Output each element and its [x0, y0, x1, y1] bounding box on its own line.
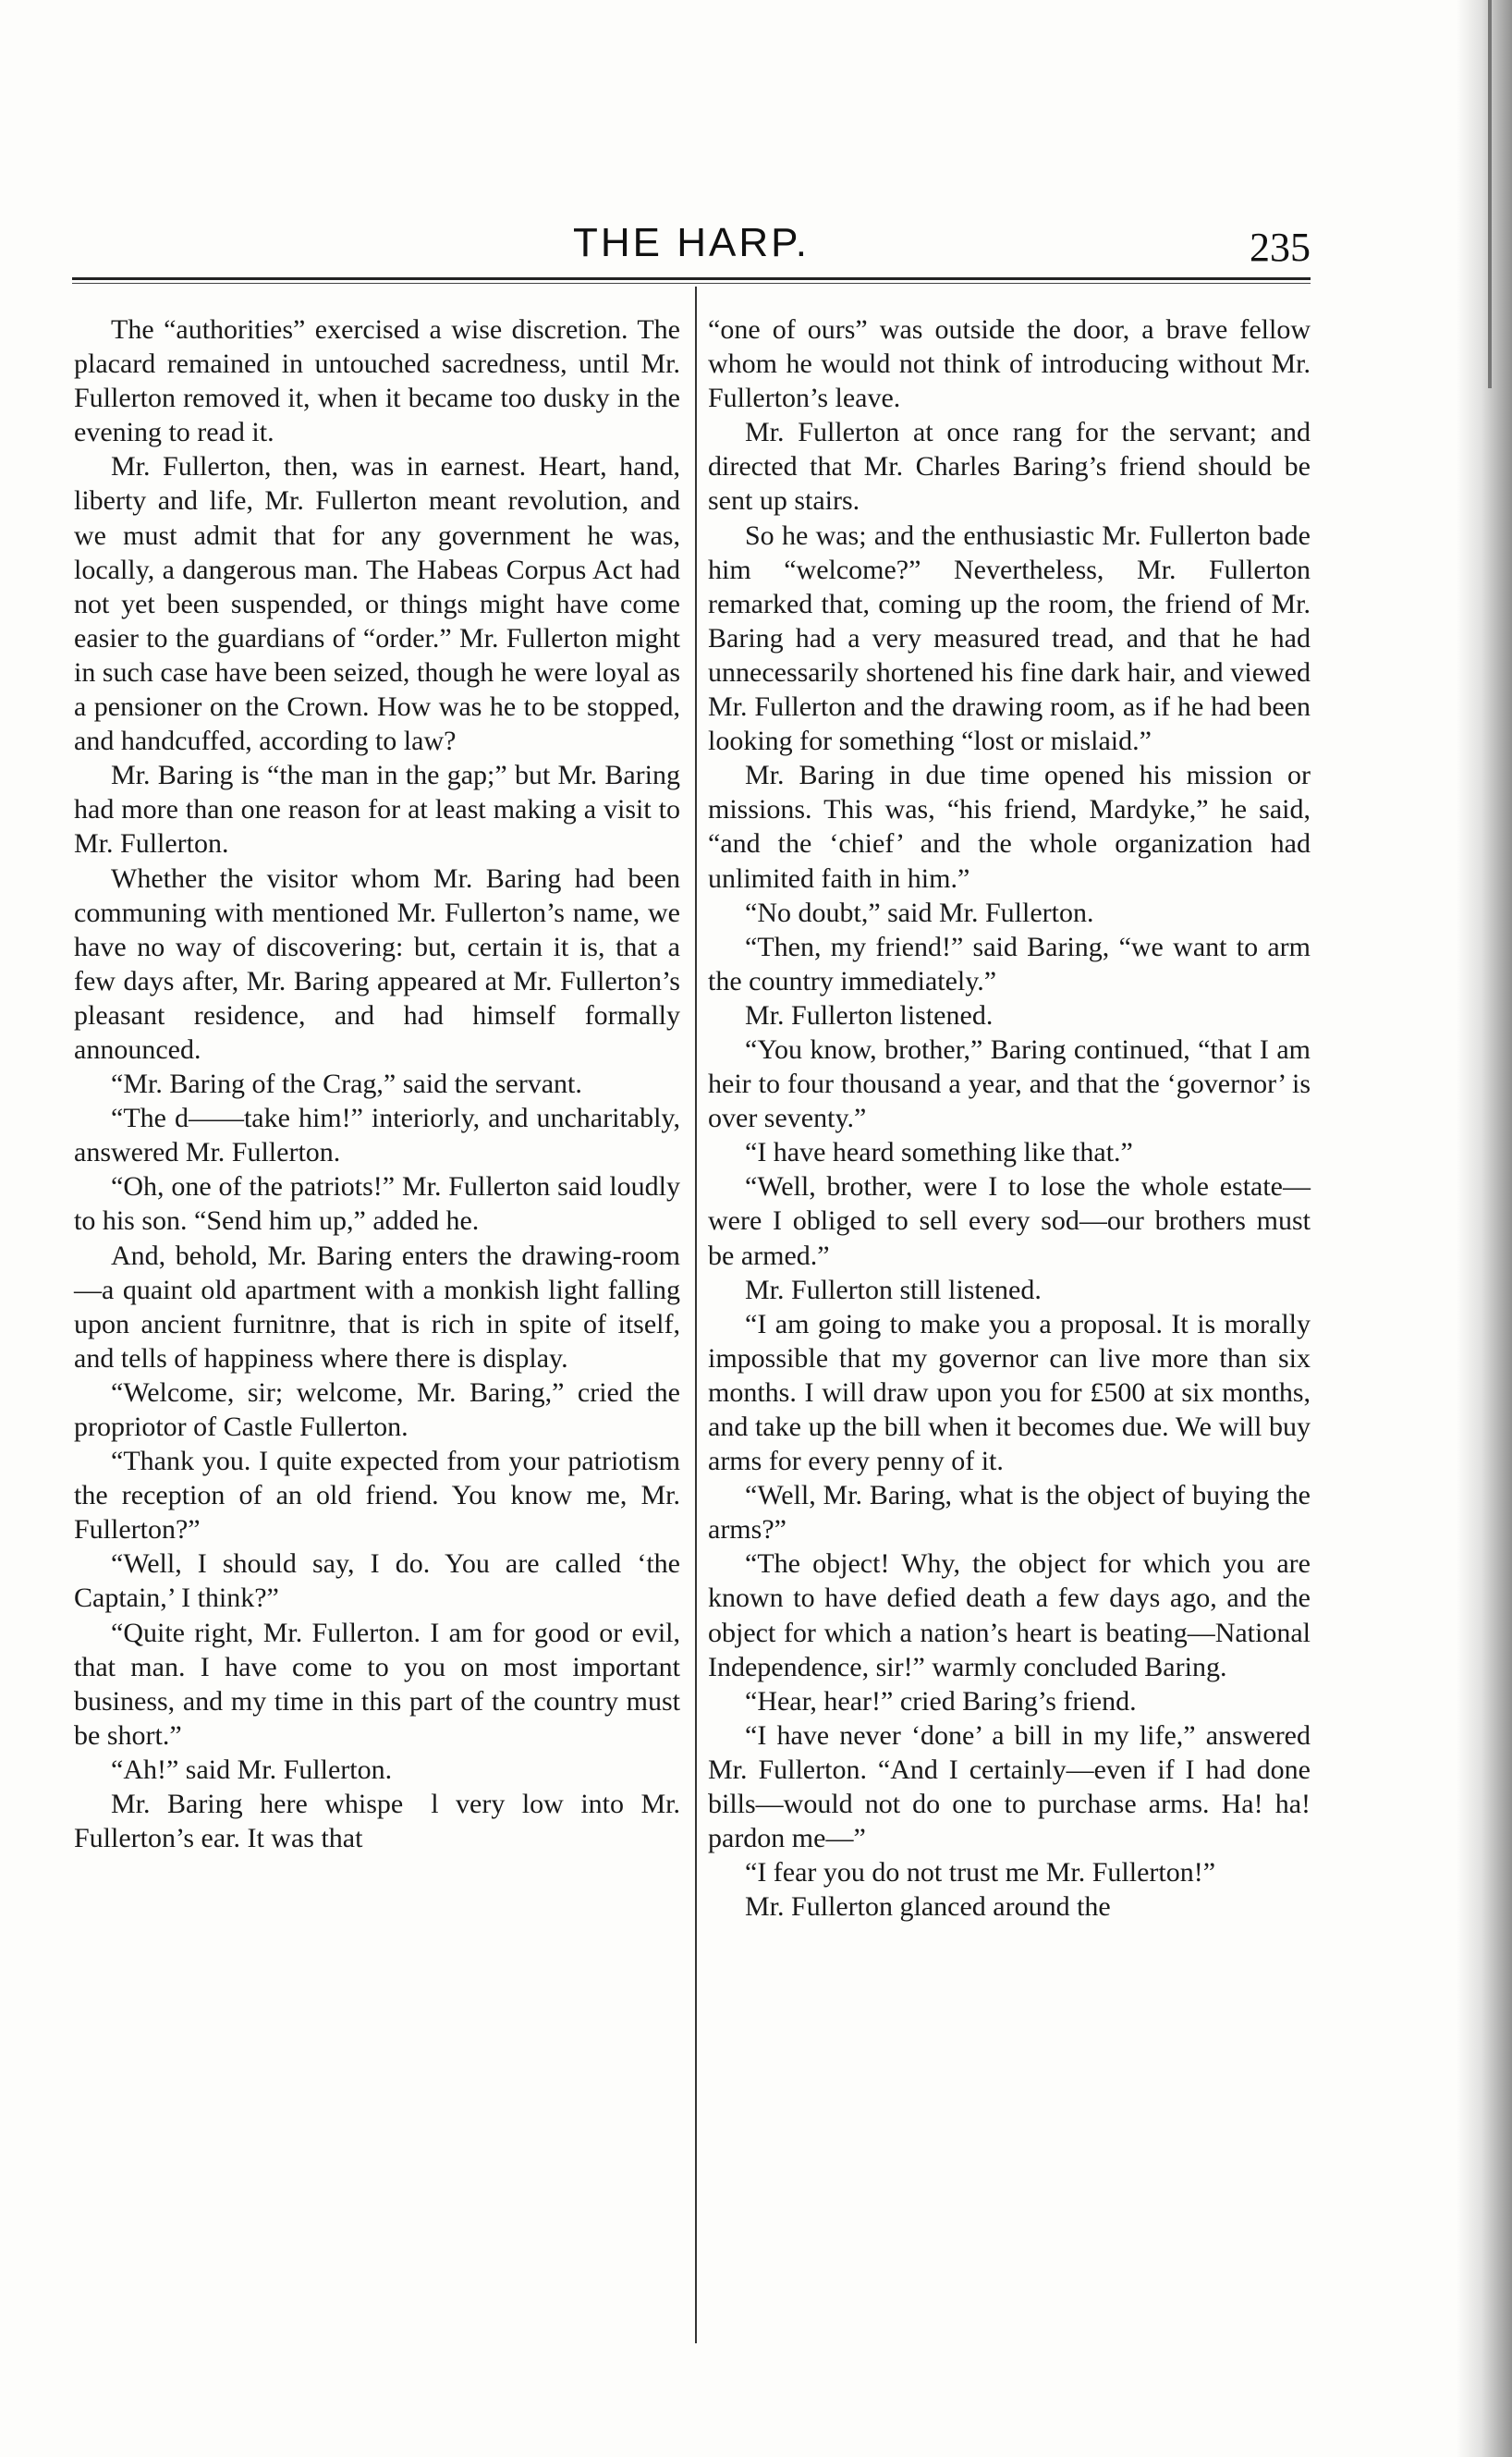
- paragraph: Mr. Fullerton still listened.: [745, 1274, 1042, 1305]
- paragraph: “The d——take him!” interiorly, and uncharitably, answered Mr. Fullerton.: [74, 1103, 680, 1168]
- paragraph: Mr. Fullerton listened.: [745, 999, 994, 1031]
- paragraph: Mr. Baring here whispe l very low into Mr. Fullerton’s ear. It was that: [74, 1789, 680, 1854]
- paragraph: “Ah!” said Mr. Fullerton.: [111, 1754, 393, 1785]
- paragraph: “Welcome, sir; welcome, Mr. Baring,” cried the propriotor of Castle Fullerton.: [74, 1376, 680, 1442]
- publication-title: THE HARP.: [572, 220, 811, 265]
- paragraph: “I have never ‘done’ a bill in my life,” answered Mr. Fullerton. “And I certainly—even if I had done bills—would not do one to purchase arms. Ha! ha! pardon me—”: [708, 1719, 1311, 1854]
- page-edge-shadow: [1457, 0, 1512, 2457]
- paragraph: “Thank you. I quite expected from your patriotism the reception of an old friend. You know me, Mr. Fullerton?”: [74, 1446, 680, 1546]
- paragraph: And, behold, Mr. Baring enters the drawing-room—a quaint old apartment with a monkish light falling upon ancient furnitnre, that is rich in spite of itself, and tells of happiness where there is display.: [74, 1240, 680, 1374]
- right-column: [708, 312, 1311, 1924]
- paragraph: “No doubt,” said Mr. Fullerton.: [745, 897, 1094, 928]
- header-rule-thin: [72, 283, 1311, 284]
- paragraph: “Mr. Baring of the Crag,” said the servant.: [111, 1069, 582, 1100]
- paragraph: Whether the visitor whom Mr. Baring had been communing with mentioned Mr. Fullerton’s name, we have no way of discovering: but, certain it is, that a few days after, Mr. Baring appeared at Mr. Fullerton’s pleasant residence, and had himself formally announced.: [74, 862, 680, 1065]
- running-header: [72, 220, 1311, 275]
- paragraph: “Quite right, Mr. Fullerton. I am for good or evil, that man. I have come to you on most important business, and my time in this part of the country must be short.”: [74, 1617, 680, 1751]
- header-rule: [72, 277, 1311, 280]
- paragraph: Mr. Fullerton, then, was in earnest. Heart, hand, liberty and life, Mr. Fullerton meant revolution, and we must admit that for any government he was, locally, a dangerous man. The Habeas Corpus Act had not yet been suspended, or things might have come easier to the guardians of “order.” Mr. Fullerton might in such case have been seized, though he were loyal as a pensioner on the Crown. How was he to be stopped, and handcuffed, according to law?: [74, 451, 680, 757]
- paragraph: “I fear you do not trust me Mr. Fullerton!”: [745, 1857, 1216, 1889]
- column-divider: [695, 287, 697, 2343]
- paragraph: Mr. Baring in due time opened his mission or missions. This was, “his friend, Mardyke,” he said, “and the ‘chief’ and the whole organization had unlimited faith in him.”: [708, 760, 1311, 894]
- page-edge-binding: [1488, 0, 1492, 388]
- paragraph: “Hear, hear!” cried Baring’s friend.: [745, 1685, 1137, 1717]
- paragraph: The “authorities” exercised a wise discretion. The placard remained in untouched sacredness, until Mr. Fullerton removed it, when it became too dusky in the evening to read it.: [74, 314, 680, 448]
- paragraph: Mr. Baring is “the man in the gap;” but Mr. Baring had more than one reason for at least making a visit to Mr. Fullerton.: [74, 760, 680, 860]
- paragraph: “I am going to make you a proposal. It is morally impossible that my governor can live more than six months. I will draw upon you for £500 at six months, and take up the bill when it becomes due. We will buy arms for every penny of it.: [708, 1308, 1311, 1477]
- paragraph: “You know, brother,” Baring continued, “that I am heir to four thousand a year, and that the ‘governor’ is over seventy.”: [708, 1033, 1311, 1134]
- paragraph: “Well, Mr. Baring, what is the object of buying the arms?”: [708, 1480, 1311, 1546]
- paragraph: “Well, brother, were I to lose the whole estate—were I obliged to sell every sod—our brothers must be armed.”: [708, 1171, 1311, 1271]
- paragraph: “one of ours” was outside the door, a brave fellow whom he would not think of introducing without Mr. Fullerton’s leave.: [708, 314, 1311, 414]
- paragraph: “Well, I should say, I do. You are called ‘the Captain,’ I think?”: [74, 1548, 680, 1614]
- paragraph: “I have heard something like that.”: [745, 1137, 1133, 1168]
- paragraph: “Then, my friend!” said Baring, “we want to arm the country immediately.”: [708, 931, 1311, 996]
- paragraph: Mr. Fullerton at once rang for the servant; and directed that Mr. Charles Baring’s friend should be sent up stairs.: [708, 417, 1311, 517]
- page-number: 235: [1250, 225, 1311, 270]
- paragraph: “Oh, one of the patriots!” Mr. Fullerton said loudly to his son. “Send him up,” added he.: [74, 1171, 680, 1237]
- paragraph: So he was; and the enthusiastic Mr. Fullerton bade him “welcome?” Nevertheless, Mr. Fullerton remarked that, coming up the room, the friend of Mr. Baring had a very measured tread, and that he had unnecessarily shortened his fine dark hair, and viewed Mr. Fullerton and the drawing room, as if he had been looking for something “lost or mislaid.”: [708, 520, 1311, 757]
- paragraph: Mr. Fullerton glanced around the: [745, 1891, 1111, 1923]
- left-column: [74, 312, 680, 1855]
- paragraph: “The object! Why, the object for which you are known to have defied death a few days ago, and the object for which a nation’s heart is beating—National Independence, sir!” warmly concluded Baring.: [708, 1548, 1311, 1682]
